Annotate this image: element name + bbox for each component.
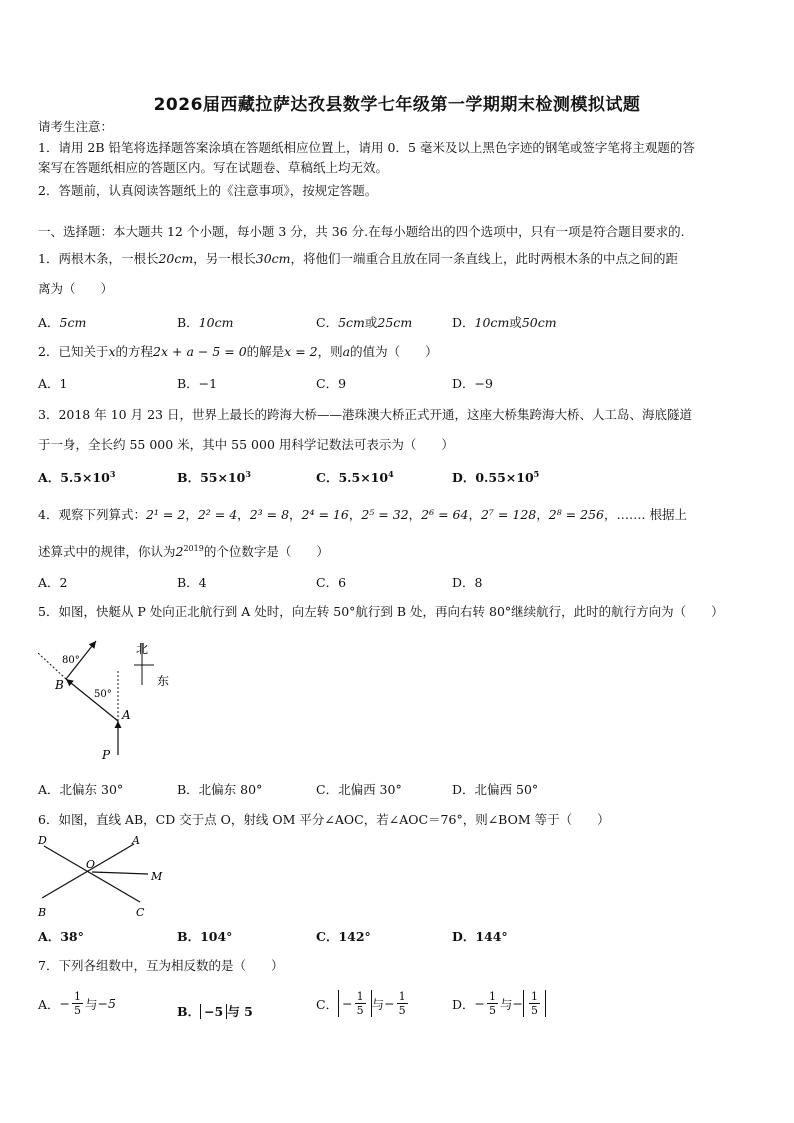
q3-option-b-text: B．55×10 xyxy=(177,470,246,485)
q6-stem: 6．如图，直线 AB，CD 交于点 O，射线 OM 平分∠AOC，若∠AOC＝76°，则∠BOM 等于（ ） xyxy=(38,812,610,827)
q7-d-fraction2 xyxy=(529,990,540,1017)
q3-option-d-text: D．0.55×10 xyxy=(452,470,534,485)
q1-text-c: ，将他们一端重合且放在同一条直线上，此时两根木条的中点之间的距 xyxy=(290,251,679,266)
q4-dots: ，……. xyxy=(604,507,646,522)
q2-var-a: a xyxy=(342,344,351,359)
q1-option-a[interactable] xyxy=(38,313,86,331)
q4-option-b[interactable]: B．4 xyxy=(177,575,207,590)
q5-label-angle2: 50° xyxy=(94,689,112,700)
q7-c-fraction1 xyxy=(355,990,366,1017)
q1-option-d-b: 50cm xyxy=(521,315,557,330)
q7-d-abs xyxy=(523,990,546,1017)
q5-option-d[interactable]: D．北偏西 50° xyxy=(452,782,539,797)
q7-d-label: D． xyxy=(452,996,475,1012)
q1-option-d-a: 10cm xyxy=(474,315,510,330)
q4-option-c[interactable]: C．6 xyxy=(316,575,347,590)
q7-c-neg: − xyxy=(342,996,353,1011)
q4-sep: ， xyxy=(468,507,481,522)
q7-option-d[interactable] xyxy=(452,990,546,1017)
q4-power-8: 2⁸ = 256 xyxy=(548,507,604,522)
q6-ray-om xyxy=(92,872,148,874)
q4-power-5: 2⁵ = 32 xyxy=(361,507,409,522)
q7-a-label: A． xyxy=(38,996,60,1012)
q1-option-c-b: 25cm xyxy=(377,315,413,330)
q4-sep: ， xyxy=(348,507,362,522)
q7-option-b[interactable] xyxy=(177,1002,253,1020)
q6-label-c: C xyxy=(136,906,145,919)
page-title: 2026届西藏拉萨达孜县数学七年级第一学期期末检测模拟试题 xyxy=(153,95,641,115)
q7-c-num2: 1 xyxy=(398,990,406,1003)
q6-label-m: M xyxy=(151,870,163,883)
q1-line2: 离为（ ） xyxy=(38,281,114,296)
q4-power-4: 2⁴ = 16 xyxy=(301,507,349,522)
q7-a-neg: − xyxy=(59,996,71,1011)
q5-label-north: 北 xyxy=(136,642,149,656)
q7-c-den2: 5 xyxy=(398,1004,406,1017)
q7-a-den: 5 xyxy=(74,1004,82,1017)
q2-option-a[interactable]: A．1 xyxy=(38,376,68,391)
notice-item1-line2: 案写在答题纸相应的答题区内。写在试题卷、草稿纸上均无效。 xyxy=(38,160,389,175)
q3-option-b-exp: 3 xyxy=(245,468,251,479)
q7-c-with: 与 xyxy=(371,996,385,1012)
q6-option-b[interactable]: B．104° xyxy=(177,929,233,944)
q3-option-b[interactable] xyxy=(177,468,251,486)
q4-text-post: 根据上 xyxy=(649,507,687,522)
q1-option-d-or: 或 xyxy=(509,315,522,330)
notice-item1-line1: 1．请用 2B 铅笔将选择题答案涂填在答题纸相应位置上，请用 0．5 毫米及以上黑色字迹的钢笔或签字笔将主观题的答 xyxy=(38,140,695,155)
notice-item2: 2．答题前，认真阅读答题纸上的《注意事项》，按规定答题。 xyxy=(38,183,378,198)
q4-line2 xyxy=(38,540,329,561)
q2-solution: x = 2 xyxy=(284,344,318,359)
q7-option-a[interactable] xyxy=(38,990,116,1017)
q3-option-a[interactable] xyxy=(38,468,115,486)
q4-power-7: 2⁷ = 128 xyxy=(480,507,537,522)
q2-stem xyxy=(38,343,438,361)
q5-figure xyxy=(30,635,190,765)
q7-a-num: 1 xyxy=(74,990,82,1003)
q6-label-b: B xyxy=(38,906,47,919)
q2-text-pre: 2．已知关于 xyxy=(38,344,109,359)
q1-option-d[interactable] xyxy=(452,313,557,331)
q7-d-num2: 1 xyxy=(531,990,539,1003)
q7-a-tail: −5 xyxy=(97,996,116,1011)
q3-option-d-exp: 5 xyxy=(533,468,540,479)
q6-label-o: O xyxy=(86,858,96,871)
q3-option-a-text: A．5.5×10 xyxy=(38,470,110,485)
q7-d-fraction1 xyxy=(487,990,498,1017)
q7-c-den1: 5 xyxy=(356,1004,364,1017)
q6-option-a[interactable]: A．38° xyxy=(38,929,84,944)
q1-value2: 30cm xyxy=(255,251,291,266)
q4-sep: ， xyxy=(237,507,250,522)
q7-c-label: C． xyxy=(316,996,339,1012)
q5-label-angle1: 80° xyxy=(62,655,80,666)
q7-b-tail: 与 5 xyxy=(227,1004,253,1019)
q2-option-d[interactable]: D．−9 xyxy=(452,376,493,391)
q2-equation: 2x + a − 5 = 0 xyxy=(153,344,247,359)
q3-option-d[interactable] xyxy=(452,468,539,486)
q3-option-a-exp: 3 xyxy=(109,468,116,479)
q1-value1: 20cm xyxy=(158,251,194,266)
q1-option-a-text: 5cm xyxy=(59,315,87,330)
q5-path-ab xyxy=(66,679,118,721)
q4-power-1: 2¹ = 2 xyxy=(145,507,186,522)
q6-option-d[interactable]: D．144° xyxy=(452,929,508,944)
q4-sep: ， xyxy=(408,507,422,522)
q3-line1: 3．2018 年 10 月 23 日，世界上最长的跨海大桥——港珠澳大桥正式开通，这座大桥集跨海大桥、人工岛、海底隧道 xyxy=(38,407,692,422)
q1-option-c[interactable] xyxy=(316,313,412,331)
q7-a-with: 与 xyxy=(85,996,98,1012)
q5-stem: 5．如图，快艇从 P 处向正北航行到 A 处时，向左转 50°航行到 B 处，再向右转 80°继续航行，此时的航行方向为（ ） xyxy=(38,604,724,619)
q5-label-east: 东 xyxy=(157,674,170,688)
q5-label-a: A xyxy=(122,708,131,722)
q4-line2-b: 的个位数字是（ ） xyxy=(203,544,329,560)
q2-text-post: 的值为（ ） xyxy=(350,344,438,359)
q4-text-pre: 4．观察下列算式： xyxy=(38,507,146,522)
q7-a-fraction xyxy=(72,990,83,1017)
q4-option-d[interactable]: D．8 xyxy=(452,575,483,590)
q6-figure xyxy=(34,830,174,922)
q6-label-d: D xyxy=(38,834,47,847)
q5-option-b[interactable]: B．北偏东 80° xyxy=(177,782,263,797)
q7-b-abs: −5 xyxy=(200,1004,227,1019)
q1-option-c-a: 5cm xyxy=(338,315,365,330)
q1-option-b-text: 10cm xyxy=(198,315,234,330)
q4-power-2: 2² = 4 xyxy=(197,507,238,522)
q3-line2: 于一身，全长约 55 000 米，其中 55 000 用科学记数法可表示为（ ） xyxy=(38,437,454,452)
q1-option-c-or: 或 xyxy=(364,315,378,330)
q5-label-b: B xyxy=(55,678,64,692)
q7-c-abs xyxy=(338,990,371,1017)
q7-d-neg2: − xyxy=(512,996,524,1011)
q7-d-with: 与 xyxy=(500,996,513,1012)
q4-option-a[interactable]: A．2 xyxy=(38,575,68,590)
q1-text-a: 1．两根木条，一根长 xyxy=(38,251,159,266)
q3-option-c-text: C．5.5×10 xyxy=(316,470,389,485)
q2-text-mid3: ，则 xyxy=(317,344,343,359)
q7-c-fraction2 xyxy=(397,990,408,1017)
q4-sep: ， xyxy=(185,507,198,522)
q4-line1 xyxy=(38,506,687,524)
q1-text-b: ，另一根长 xyxy=(193,251,256,266)
q1-line1 xyxy=(38,250,678,268)
q1-option-c-label: C． xyxy=(316,315,339,330)
q5-option-c[interactable]: C．北偏西 30° xyxy=(316,782,402,797)
q1-option-b-label: B． xyxy=(177,315,199,330)
q4-sep: ， xyxy=(536,507,549,522)
q7-stem: 7．下列各组数中，互为相反数的是（ ） xyxy=(38,958,284,973)
q5-label-p: P xyxy=(102,748,111,762)
q2-var-x: x xyxy=(108,344,116,359)
q7-option-c[interactable] xyxy=(316,990,410,1017)
q1-option-a-label: A． xyxy=(38,315,60,330)
q1-option-d-label: D． xyxy=(452,315,475,330)
q7-d-num1: 1 xyxy=(489,990,497,1003)
q7-d-neg: − xyxy=(474,996,486,1011)
q4-power-3: 2³ = 8 xyxy=(249,507,290,522)
q7-b-label: B． xyxy=(177,1004,201,1019)
q4-line2-a: 述算式中的规律，你认为 xyxy=(38,544,176,560)
q4-sep: ， xyxy=(289,507,302,522)
q2-text-mid: 的方程 xyxy=(115,344,154,359)
q3-option-c[interactable] xyxy=(316,468,394,486)
q7-d-den2: 5 xyxy=(531,1004,539,1017)
q6-option-c[interactable]: C．142° xyxy=(316,929,371,944)
q7-d-den1: 5 xyxy=(489,1004,497,1017)
section-heading: 一、选择题：本大题共 12 个小题，每小题 3 分，共 36 分.在每小题给出的四个选项中，只有一项是符合题目要求的. xyxy=(38,224,685,239)
q5-option-a[interactable]: A．北偏东 30° xyxy=(38,782,124,797)
q2-option-b[interactable]: B．−1 xyxy=(177,376,218,391)
q6-label-a: A xyxy=(132,834,140,847)
q7-c-neg2: − xyxy=(384,996,395,1011)
q3-option-c-exp: 4 xyxy=(388,468,394,479)
q1-option-b[interactable] xyxy=(177,313,233,331)
q2-text-mid2: 的解是 xyxy=(246,344,285,359)
q4-exp: 2019 xyxy=(183,544,204,553)
q7-c-num1: 1 xyxy=(356,990,364,1003)
q4-base: 2 xyxy=(175,544,184,560)
q6-line-dc xyxy=(44,846,140,902)
q2-option-c[interactable]: C．9 xyxy=(316,376,347,391)
notice-heading: 请考生注意： xyxy=(38,119,114,134)
q4-power-6: 2⁶ = 64 xyxy=(421,507,469,522)
